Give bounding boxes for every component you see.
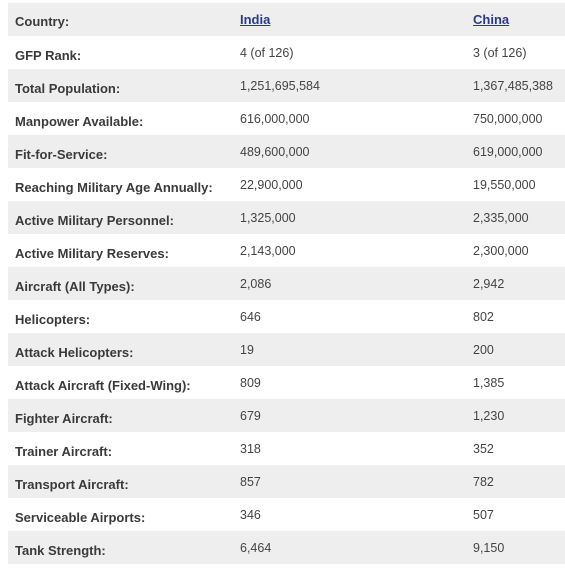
india-value: 679 [240,409,261,423]
row-label: Manpower Available: [15,114,144,129]
china-value: 750,000,000 [473,112,543,126]
china-value: 200 [473,343,494,357]
india-value: 2,086 [240,277,272,291]
row-label: Fighter Aircraft: [15,411,113,426]
india-value: 19 [240,343,254,357]
country-link-china[interactable]: China [473,12,510,27]
china-value: 19,550,000 [473,178,536,192]
row-label: Total Population: [15,81,121,96]
china-value: 1,367,485,388 [473,79,553,93]
table-row [8,366,565,399]
china-value: 2,300,000 [473,244,529,258]
table-header-row [8,3,565,36]
table-row [8,465,565,498]
india-value: 646 [240,310,261,324]
row-label: GFP Rank: [15,48,82,63]
table-row [8,300,565,333]
china-value: 782 [473,475,494,489]
row-label: Transport Aircraft: [15,477,129,492]
table-row [8,135,565,168]
india-value: 22,900,000 [240,178,303,192]
comparison-table [8,3,565,564]
row-label: Active Military Personnel: [15,213,174,228]
india-value: 6,464 [240,541,272,555]
india-value: 489,600,000 [240,145,310,159]
china-value: 1,230 [473,409,505,423]
india-value: 346 [240,508,261,522]
row-label: Attack Helicopters: [15,345,134,360]
table-row [8,168,565,201]
india-value: 1,325,000 [240,211,296,225]
table-row [8,69,565,102]
table-row [8,102,565,135]
china-value: 2,942 [473,277,505,291]
row-label: Fit-for-Service: [15,147,108,162]
row-label: Serviceable Airports: [15,510,146,525]
row-label: Attack Aircraft (Fixed-Wing): [15,378,191,393]
row-label: Trainer Aircraft: [15,444,113,459]
table-row [8,531,565,564]
row-label: Helicopters: [15,312,91,327]
india-value: 318 [240,442,261,456]
row-label: Tank Strength: [15,543,106,558]
india-value: 1,251,695,584 [240,79,320,93]
india-value: 2,143,000 [240,244,296,258]
row-label: Reaching Military Age Annually: [15,180,213,195]
india-value: 4 (of 126) [240,46,294,60]
india-value: 809 [240,376,261,390]
china-value: 507 [473,508,494,522]
row-label: Country: [15,14,70,29]
china-value: 802 [473,310,494,324]
china-value: 2,335,000 [473,211,529,225]
china-value: 619,000,000 [473,145,543,159]
china-value: 9,150 [473,541,505,555]
table-row [8,36,565,69]
table-row [8,234,565,267]
table-row [8,201,565,234]
india-value: 857 [240,475,261,489]
china-value: 352 [473,442,494,456]
china-value: 1,385 [473,376,505,390]
table-row [8,432,565,465]
row-label: Active Military Reserves: [15,246,169,261]
table-row [8,498,565,531]
table-row [8,333,565,366]
row-label: Aircraft (All Types): [15,279,135,294]
table-row [8,267,565,300]
china-value: 3 (of 126) [473,46,527,60]
india-value: 616,000,000 [240,112,310,126]
country-link-india[interactable]: India [240,12,271,27]
table-row [8,399,565,432]
